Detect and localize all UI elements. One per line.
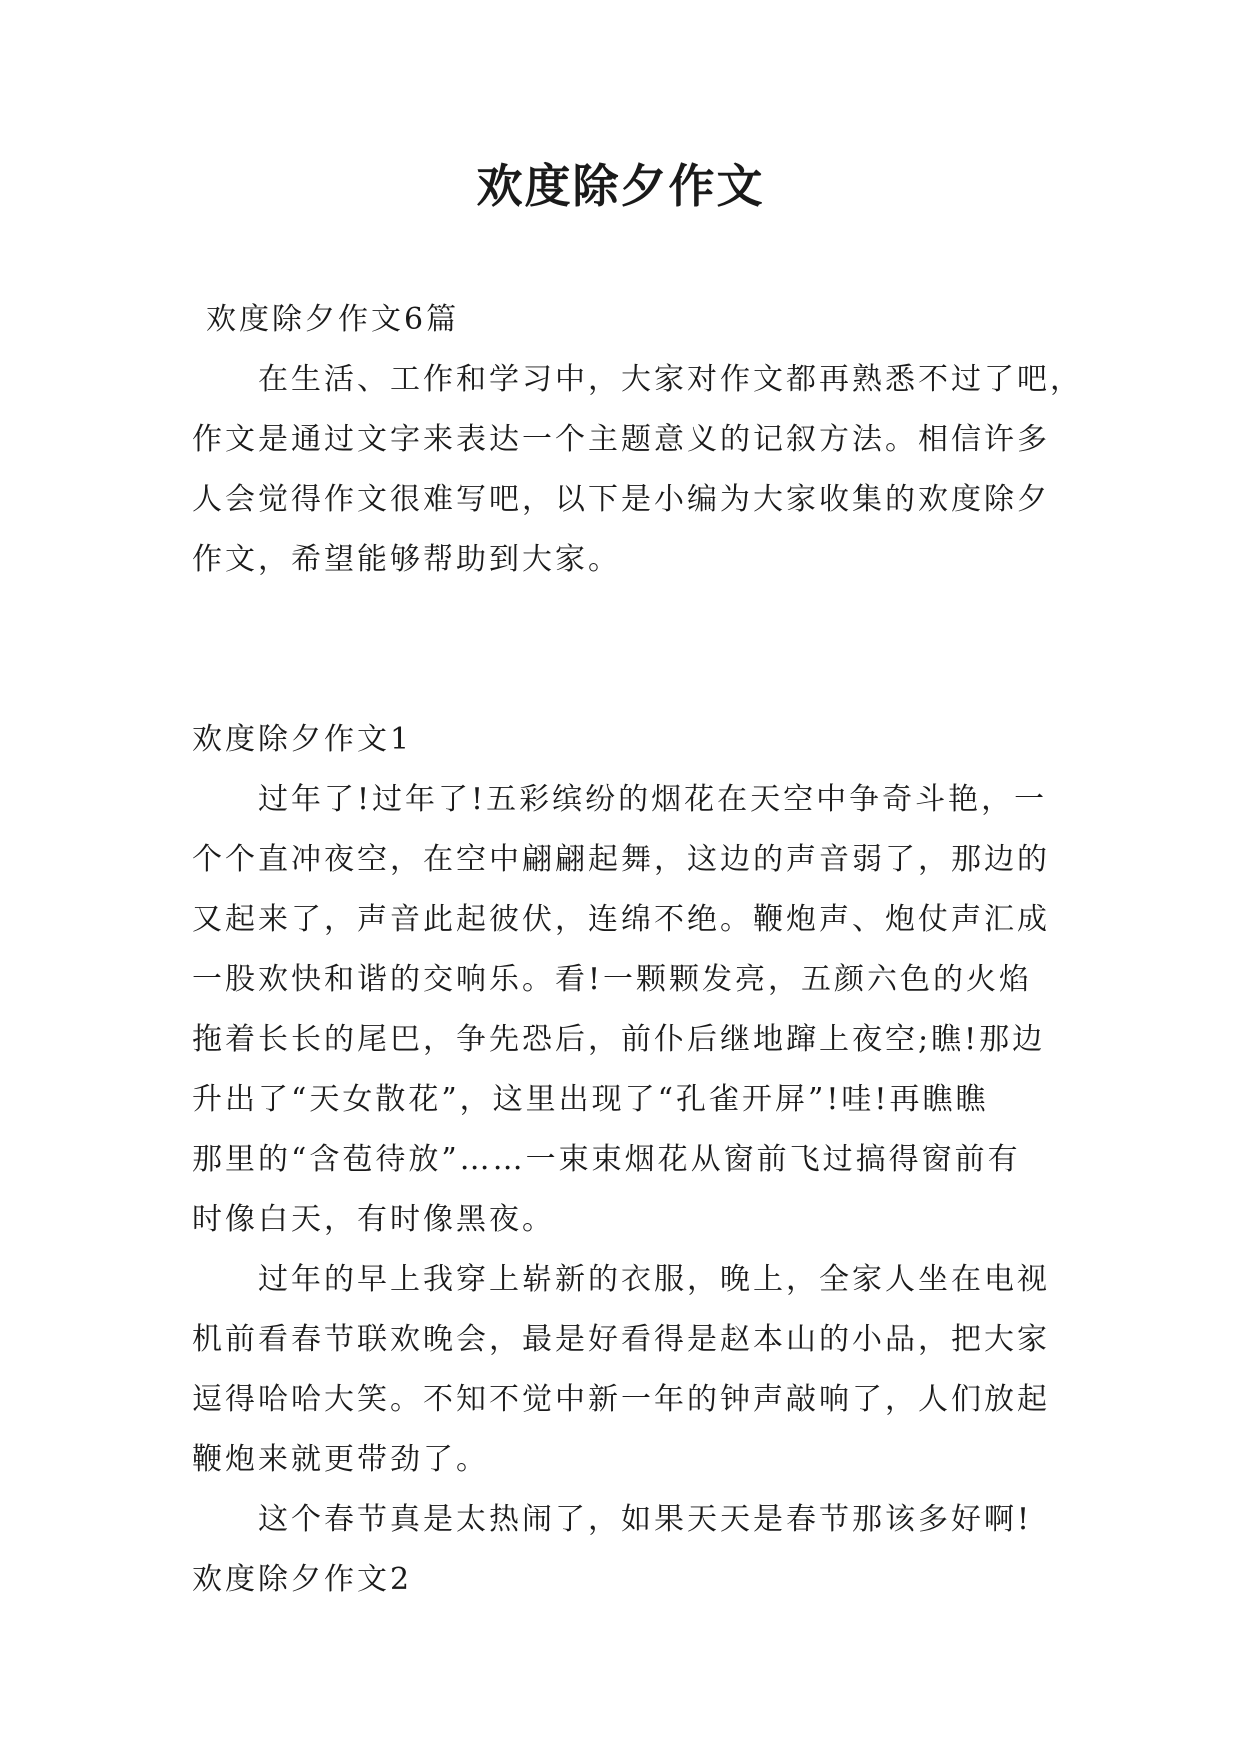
body-line: 逗得哈哈大笑。不知不觉中新一年的钟声敲响了，人们放起 [192,1382,1050,1417]
intro-line: 在生活、工作和学习中，大家对作文都再熟悉不过了吧， [192,362,1083,397]
section-1-body [192,770,1058,1550]
intro-line: 作文是通过文字来表达一个主题意义的记叙方法。相信许多 [192,422,1050,457]
intro-line: 作文，希望能够帮助到大家。 [192,542,621,577]
section-heading-2: 欢度除夕作文2 [192,1562,413,1597]
body-line: 这个春节真是太热闹了，如果天天是春节那该多好啊! [192,1502,1033,1537]
body-line: 时像白天，有时像黑夜。 [192,1202,555,1237]
page-title: 欢度除夕作文 [476,159,765,213]
document-body [192,290,1083,1610]
body-line: 个个直冲夜空，在空中翩翩起舞，这边的声音弱了，那边的 [192,842,1050,877]
body-line: 那里的“含苞待放”……一束束烟花从窗前飞过搞得窗前有 [192,1142,1021,1177]
body-line: 鞭炮来就更带劲了。 [192,1442,489,1477]
intro-line: 人会觉得作文很难写吧，以下是小编为大家收集的欢度除夕 [192,482,1050,517]
intro-paragraph [192,350,1083,590]
body-line: 升出了“天女散花”，这里出现了“孔雀开屏”!哇!再瞧瞧 [192,1082,989,1117]
document-subtitle: 欢度除夕作文6篇 [206,302,460,337]
body-line: 过年了!过年了!五彩缤纷的烟花在天空中争奇斗艳，一 [192,782,1048,817]
body-line: 又起来了，声音此起彼伏，连绵不绝。鞭炮声、炮仗声汇成 [192,902,1050,937]
body-line: 机前看春节联欢晚会，最是好看得是赵本山的小品，把大家 [192,1322,1050,1357]
body-line: 一股欢快和谐的交响乐。看!一颗颗发亮，五颜六色的火焰 [192,962,1033,997]
section-heading-1: 欢度除夕作文1 [192,722,413,757]
body-line: 过年的早上我穿上崭新的衣服，晚上，全家人坐在电视 [192,1262,1050,1297]
section-gap [192,590,1058,710]
body-line: 拖着长长的尾巴，争先恐后，前仆后继地蹿上夜空;瞧!那边 [192,1022,1046,1057]
